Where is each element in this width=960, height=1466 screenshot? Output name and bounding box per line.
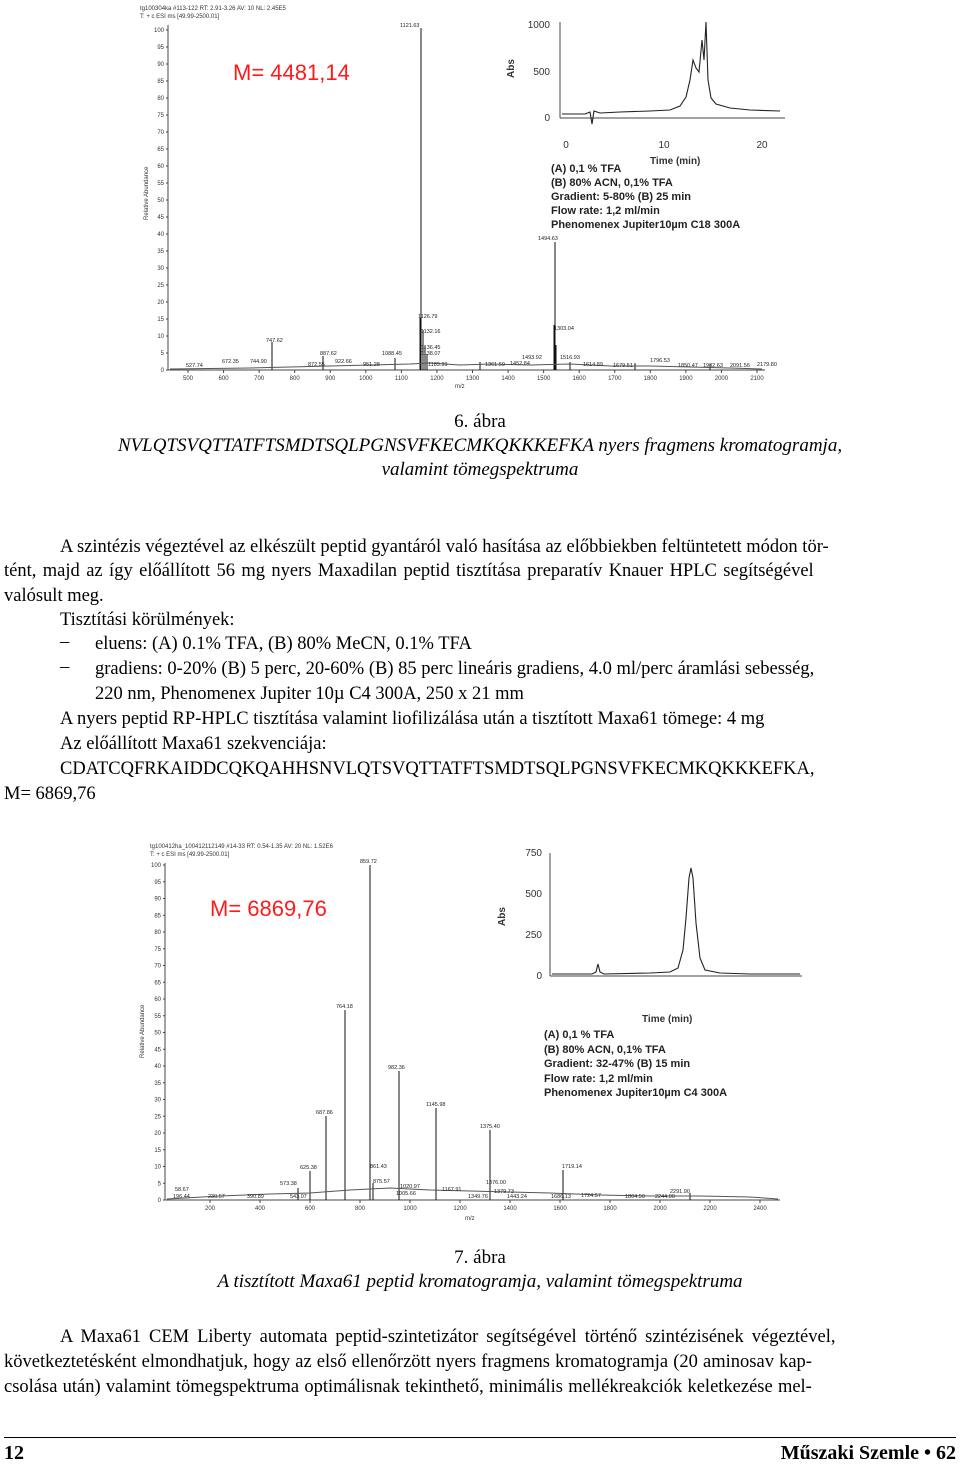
- ms-y-tick: 80: [157, 96, 164, 102]
- hplc-trace: [552, 868, 800, 974]
- peak-label: 1686.13: [551, 1194, 571, 1200]
- hplc-time-label: Time (min): [650, 156, 701, 167]
- bullet-item: eluens: (A) 0.1% TFA, (B) 80% MeCN, 0.1% TFA: [95, 634, 472, 654]
- peak-label: 1724.57: [581, 1193, 601, 1199]
- ms-y-tick: 5: [157, 1181, 161, 1188]
- ms-x-axis-title: m/z: [455, 384, 465, 390]
- ms-y-tick: 50: [154, 1030, 161, 1037]
- ms-y-tick: 40: [154, 1064, 161, 1070]
- peak-label: 1452.84: [510, 361, 530, 367]
- ms-y-tick: 65: [157, 147, 164, 153]
- peak-label: 1379.73: [494, 1189, 514, 1195]
- ms-y-tick: 50: [157, 198, 164, 204]
- ms-y-tick: 75: [157, 113, 164, 119]
- ms-y-tick: 30: [154, 1097, 161, 1104]
- ms-x-tick: 1700: [608, 376, 622, 382]
- peak-label: 1850.47: [678, 363, 698, 369]
- caption-text: A tisztított Maxa61 peptid kromatogramja, valamint tömegspektruma: [217, 1271, 743, 1292]
- ms-x-tick: 600: [218, 376, 229, 382]
- peak-label: 1614.89: [583, 362, 603, 368]
- peak-label: 1303.04: [554, 326, 574, 332]
- hplc-x-tick: 10: [658, 140, 670, 151]
- ms-x-tick: 2000: [714, 376, 729, 382]
- ms-x-tick: 1600: [572, 376, 586, 382]
- conclusion-line: A Maxa61 CEM Liberty automata peptid-szintetizátor segítségével történő szintézisének végeztével,: [60, 1327, 836, 1347]
- figure-6-caption: [0, 410, 960, 482]
- peak-label: 875.57: [373, 1179, 390, 1185]
- ms-y-tick: 45: [154, 1047, 161, 1054]
- peak-label: 1443.24: [507, 1194, 527, 1200]
- footer-rule: [4, 1437, 956, 1438]
- peak-label: 1494.63: [538, 236, 558, 242]
- ms-x-tick: 900: [325, 376, 336, 382]
- bullet-item: 220 nm, Phenomenex Jupiter 10µ C4 300A, 250 x 21 mm: [95, 684, 524, 704]
- peak-label: 2244.00: [655, 1194, 675, 1200]
- hplc-y-ticks: [528, 20, 551, 124]
- ms-x-tick: 500: [182, 376, 194, 382]
- caption-text: NVLQTSVQTTATFTSMDTSQLPGNSVFKECMKQKKKEFKA nyers fragmens kromatogramja,: [117, 435, 843, 456]
- peak-label: 1132.16: [421, 329, 441, 335]
- ms-y-tick: 75: [154, 946, 161, 953]
- ms-x-tick: 1000: [403, 1206, 417, 1212]
- ms-y-tick: 95: [157, 45, 164, 51]
- hplc-y-ticks: [525, 848, 542, 982]
- peak-label: 1020.97: [400, 1184, 420, 1190]
- ms-spectrum: [298, 865, 693, 1200]
- peak-label: 2179.80: [757, 362, 777, 368]
- hplc-conditions: [551, 163, 740, 231]
- caption-number: 6. ábra: [454, 411, 506, 432]
- hplc-time-label: Time (min): [642, 1014, 693, 1025]
- peak-label: 1121.63: [400, 23, 420, 29]
- ms-y-tick: 15: [157, 317, 164, 323]
- peak-label: 859.72: [360, 859, 377, 865]
- condition-line: Gradient: 5-80% (B) 25 min: [551, 191, 691, 203]
- ms-x-tick: 2400: [753, 1206, 767, 1212]
- peak-label: 1376.00: [486, 1180, 506, 1186]
- ms-x-tick: 2100: [750, 376, 764, 382]
- peak-label: 196.44: [173, 1194, 190, 1200]
- ms-y-tick: 55: [157, 181, 164, 187]
- ms-x-tick: 1300: [465, 376, 480, 382]
- peak-label: 1679.51: [613, 363, 633, 369]
- hplc-conditions: [544, 1029, 727, 1099]
- ms-y-tick: 85: [157, 79, 164, 85]
- peak-label: 2291.90: [670, 1189, 690, 1195]
- ms-y-tick: 35: [154, 1080, 161, 1087]
- conclusion-line: következtetésként elmondhatjuk, hogy az első ellenőrzött nyers fragmens kromatogramja (20 aminosav kap-: [4, 1352, 812, 1372]
- ms-y-tick: 90: [154, 896, 161, 903]
- peak-label: 1796.53: [650, 358, 670, 364]
- mass-label: M= 4481,14: [233, 60, 350, 85]
- ms-x-tick: 2000: [653, 1206, 667, 1212]
- condition-line: (A) 0,1 % TFA: [544, 1029, 615, 1041]
- peak-label: 1183.99: [428, 362, 448, 368]
- hplc-x-tick: 0: [563, 140, 569, 151]
- figure-7-image: [130, 838, 830, 1228]
- ms-x-tick: 1100: [394, 376, 408, 382]
- ms-x-ticks: [205, 1200, 767, 1212]
- bullet-dash: –: [60, 632, 70, 652]
- peak-label: 230.57: [208, 1194, 225, 1200]
- peak-label: 764.18: [336, 1004, 353, 1010]
- ms-y-tick: 15: [154, 1147, 161, 1154]
- condition-line: Flow rate: 1,2 ml/min: [551, 205, 660, 217]
- ms-header-line2: T: + c ESI ms [49.99-2500.01]: [140, 14, 220, 20]
- ms-header-line2: T: + c ESI ms [49.99-2500.01]: [150, 852, 230, 858]
- figure-7: [130, 838, 830, 1228]
- peak-label: 1126.79: [418, 314, 438, 320]
- ms-y-tick: 40: [157, 232, 164, 238]
- ms-y-axis-title: Relative Abundance: [144, 166, 150, 220]
- ms-y-tick: 60: [157, 164, 164, 170]
- ms-x-tick: 200: [204, 1206, 216, 1212]
- ms-x-tick: 1200: [453, 1206, 467, 1212]
- ms-x-tick: 800: [354, 1206, 366, 1212]
- condition-line: (B) 80% ACN, 0,1% TFA: [551, 177, 673, 189]
- mass-text: M= 6869,76: [4, 784, 96, 804]
- ms-x-tick: 700: [254, 376, 265, 382]
- ms-x-tick: 2200: [703, 1206, 717, 1212]
- ms-x-tick: 1500: [536, 376, 551, 382]
- ms-y-axis-title: Relative Abundance: [140, 1004, 146, 1058]
- ms-x-tick: 1800: [603, 1206, 617, 1212]
- peak-label: 861.43: [370, 1164, 387, 1170]
- conditions-title: Tisztítási körülmények:: [60, 610, 235, 630]
- condition-line: Flow rate: 1,2 ml/min: [544, 1073, 653, 1085]
- mass-label: M= 6869,76: [210, 896, 327, 921]
- ms-y-tick: 10: [157, 334, 164, 340]
- ms-y-tick: 90: [157, 62, 164, 68]
- ms-header-line1: tg100412ha_100412112149 #14-33 RT: 0.54-1.35 AV: 20 NL: 1.52E6: [150, 844, 333, 850]
- hplc-abs-label: Abs: [497, 907, 508, 926]
- peak-label: 1349.76: [468, 1194, 488, 1200]
- hplc-x-tick: 20: [756, 140, 768, 151]
- ms-x-tick: 600: [304, 1206, 316, 1212]
- peak-label: 543.07: [290, 1194, 307, 1200]
- hplc-abs-label: Abs: [506, 59, 517, 78]
- ms-y-tick: 100: [153, 28, 164, 34]
- ms-x-tick: 1400: [501, 376, 515, 382]
- caption-text: valamint tömegspektruma: [381, 459, 579, 480]
- hplc-y-tick: 500: [533, 67, 550, 78]
- ms-y-tick: 30: [157, 266, 164, 272]
- paragraph-line: tént, majd az így előállított 56 mg nyers Maxadilan peptid tisztítása preparatív Knauer HPLC segítségével: [4, 561, 814, 581]
- journal-name: Műszaki Szemle • 62: [780, 1442, 956, 1464]
- peak-label: 687.86: [316, 1110, 333, 1116]
- condition-line: Phenomenex Jupiter10µm C18 300A: [551, 219, 741, 231]
- peak-label: 1138.07: [421, 351, 441, 357]
- hplc-y-tick: 0: [544, 113, 550, 124]
- bullet-dash: –: [60, 657, 70, 677]
- ms-x-tick: 1800: [643, 376, 657, 382]
- ms-y-tick: 70: [154, 963, 161, 970]
- ms-header-line1: tg100304ka #113-122 RT: 2.91-3.26 AV: 10 NL: 2.45E5: [140, 6, 286, 12]
- ms-y-tick: 0: [157, 1198, 161, 1204]
- ms-x-ticks: [183, 370, 764, 382]
- ms-y-tick: 100: [150, 863, 161, 869]
- hplc-y-tick: 750: [525, 848, 542, 859]
- caption-number: 7. ábra: [454, 1247, 506, 1268]
- paragraph-line: valósult meg.: [4, 586, 104, 606]
- condition-line: (A) 0,1 % TFA: [551, 163, 622, 175]
- peak-label: 573.38: [280, 1181, 297, 1187]
- peak-label: 872.55: [308, 362, 325, 368]
- ms-y-tick: 55: [154, 1013, 161, 1020]
- condition-line: (B) 80% ACN, 0,1% TFA: [544, 1044, 666, 1056]
- peak-label: 887.62: [320, 351, 337, 357]
- sequence-title: Az előállított Maxa61 szekvenciája:: [60, 734, 327, 754]
- peak-label: 390.89: [247, 1194, 264, 1200]
- ms-y-tick: 35: [157, 249, 164, 255]
- paragraph-line: A szintézis végeztével az elkészült peptid gyantáról való hasítása az előbbiekben feltüntetett módon tör-: [60, 537, 829, 557]
- peak-label: 1516.93: [560, 355, 580, 361]
- ms-y-ticks: [151, 863, 165, 1204]
- hplc-y-tick: 250: [525, 930, 542, 941]
- ms-y-tick: 10: [154, 1164, 161, 1171]
- peak-label: 1719.14: [562, 1164, 582, 1170]
- peak-label: 672.35: [222, 359, 239, 365]
- purified-mass-text: A nyers peptid RP-HPLC tisztítása valamint liofilizálása után a tisztított Maxa61 tömege: 4 mg: [60, 709, 765, 729]
- peak-label: 1375.40: [480, 1124, 500, 1130]
- peak-label: 2091.56: [730, 363, 750, 369]
- peak-label: 1864.50: [625, 1194, 645, 1200]
- peak-label: 1088.45: [382, 351, 402, 357]
- ms-y-tick: 85: [154, 913, 161, 920]
- peak-label: 1493.92: [522, 355, 542, 361]
- figure-6: [130, 0, 800, 395]
- peak-label: 1167.91: [442, 1187, 462, 1193]
- ms-y-tick: 20: [154, 1131, 161, 1137]
- ms-y-tick: 95: [154, 879, 161, 886]
- ms-x-tick: 400: [254, 1206, 266, 1212]
- ms-y-tick: 45: [157, 215, 164, 221]
- ms-x-tick: 1000: [359, 376, 373, 382]
- peak-label: 1932.63: [703, 363, 723, 369]
- peak-label: 625.38: [300, 1165, 317, 1171]
- ms-y-ticks: [154, 28, 168, 374]
- hplc-x-ticks: [563, 140, 768, 151]
- peak-label: 527.74: [186, 363, 203, 369]
- peak-label: 1136.45: [421, 345, 441, 351]
- peak-label: 1145.98: [426, 1102, 446, 1108]
- hplc-y-tick: 1000: [527, 20, 550, 31]
- figure-6-image: [130, 0, 800, 395]
- ms-y-tick: 0: [160, 368, 164, 374]
- hplc-y-tick: 0: [536, 971, 542, 982]
- ms-y-tick: 70: [157, 130, 164, 136]
- ms-y-tick: 80: [154, 930, 161, 936]
- peak-label: 747.62: [266, 338, 283, 344]
- peak-label: 982.36: [388, 1065, 405, 1071]
- ms-x-tick: 1200: [430, 376, 444, 382]
- ms-y-tick: 65: [154, 980, 161, 987]
- figure-7-caption: [0, 1246, 960, 1294]
- ms-y-tick: 5: [160, 351, 164, 357]
- peak-label: 1361.59: [485, 362, 505, 368]
- bullet-item: gradiens: 0-20% (B) 5 perc, 20-60% (B) 85 perc lineáris gradiens, 4.0 ml/perc áramlási sebesség,: [95, 659, 815, 679]
- peak-label: 951.28: [363, 362, 380, 368]
- ms-x-tick: 1600: [553, 1206, 567, 1212]
- ms-y-tick: 60: [154, 997, 161, 1003]
- ms-x-tick: 800: [289, 376, 300, 382]
- hplc-y-tick: 500: [525, 889, 542, 900]
- ms-x-axis-title: m/z: [465, 1216, 475, 1222]
- condition-line: Phenomenex Jupiter10µm C4 300A: [544, 1087, 728, 1099]
- peak-label: 744.90: [250, 359, 267, 365]
- hplc-trace: [562, 22, 780, 124]
- ms-y-tick: 25: [154, 1114, 161, 1121]
- hplc-chromatogram: [506, 20, 785, 231]
- sequence-text: CDATCQFRKAIDDCQKQAHHSNVLQTSVQTTATFTSMDTSQLPGNSVFKECMKQKKKEFKA,: [60, 759, 815, 779]
- conclusion-line: csolása után) valamint tömegspektruma optimálisnak tekinthető, minimális mellékreakciók keletkezése mel-: [4, 1377, 812, 1397]
- ms-y-tick: 25: [157, 283, 164, 289]
- peak-label: 922.66: [335, 359, 352, 365]
- peak-label: 58.67: [175, 1187, 189, 1193]
- condition-line: Gradient: 32-47% (B) 15 min: [544, 1058, 691, 1070]
- hplc-chromatogram: [497, 848, 802, 1099]
- page-number: 12: [4, 1442, 24, 1464]
- peak-label: 1005.66: [396, 1191, 416, 1197]
- ms-x-tick: 1400: [503, 1206, 517, 1212]
- ms-x-tick: 1900: [679, 376, 693, 382]
- ms-y-tick: 20: [157, 300, 164, 306]
